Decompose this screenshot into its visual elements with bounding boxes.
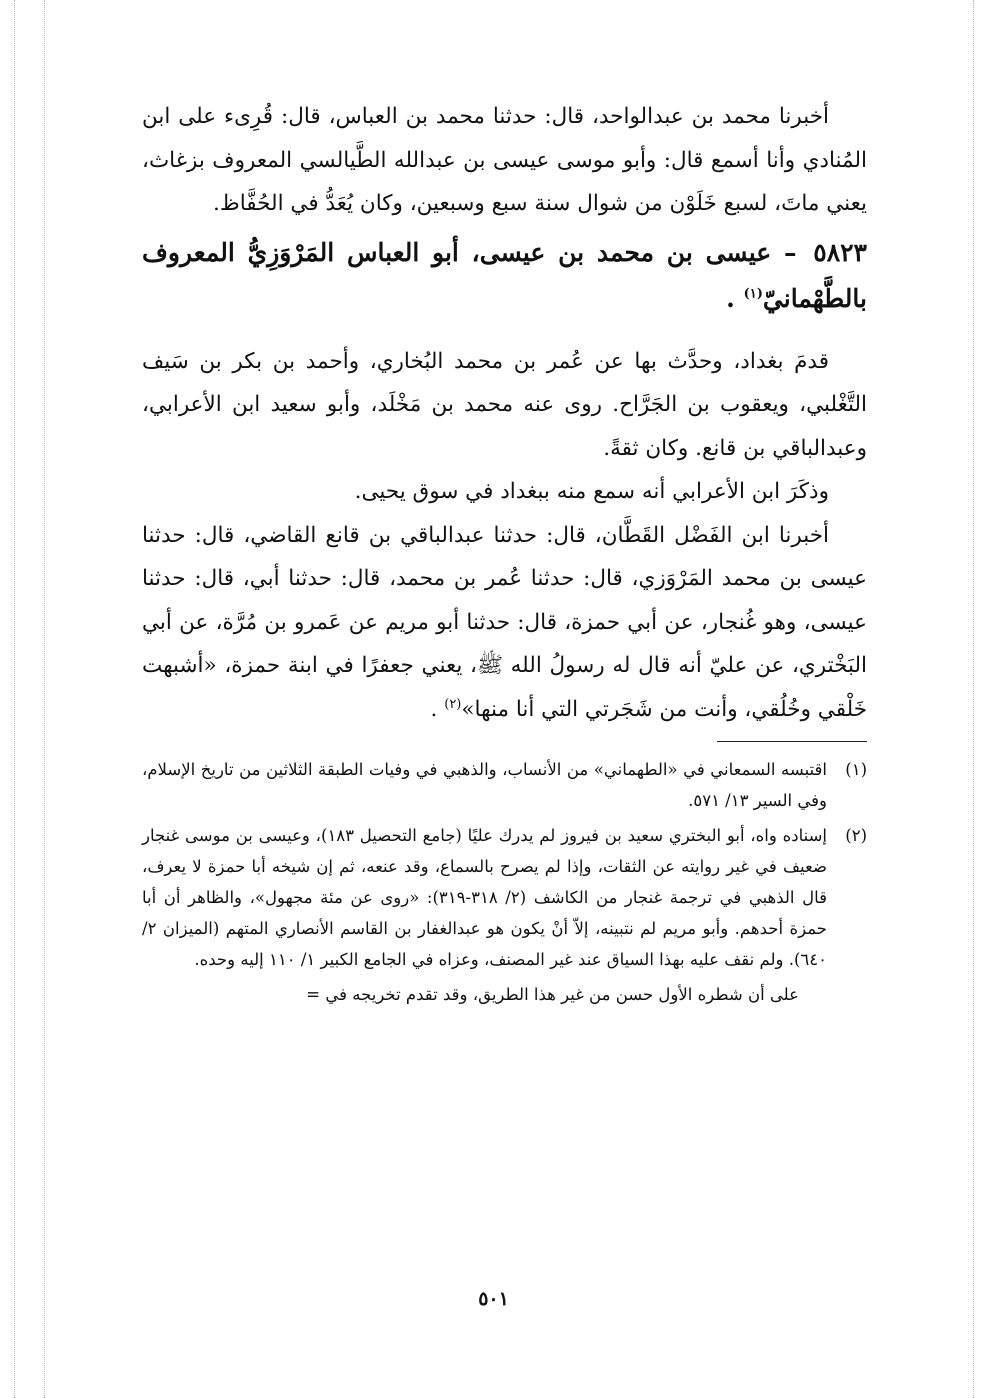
footnote-ref-1[interactable]: (١) [743,286,763,302]
footnote-mark-2: (٢) [845,826,867,845]
entry-dash: – [783,237,797,267]
entry-title-end: . [726,283,735,313]
footnote-2-continuation: على أن شطره الأول حسن من غير هذا الطريق، وقد تقدم تخريجه في = [306,985,799,1004]
footnote-1 [142,754,867,816]
footnote-2 [142,820,867,975]
entry-paragraph-2: وذكَرَ ابن الأعرابي أنه سمع منه ببغداد في سوق يحيى. [354,479,829,504]
footnote-separator [717,741,867,742]
opening-paragraph: أخبرنا محمد بن عبدالواحد، قال: حدثنا محمد بن العباس، قال: قُرِىء على ابن المُنادي وأنا أسمع قال: وأبو موسى عيسى بن عبدالله الطَّيالسي المعروف بزغاث، يعني ماتَ، لسبع خَلَوْن من شوال سنة سبع وسبعين، وكان يُعَدُّ في الحُفَّاظ. [142,104,867,216]
scan-edge-left-dotted [14,0,15,1398]
footnotes [142,754,867,1010]
entry-heading [142,230,867,322]
scan-edge-left-dotted-inner [44,0,45,1398]
entry-paragraph-1: قدمَ بغداد، وحدَّث بها عن عُمر بن محمد البُخاري، وأحمد بن بكر بن سَيف التَّغْلبي، ويعقوب بن الجَرَّاح. روى عنه محمد بن مَخْلَد، وأبو سعيد ابن الأعرابي، وعبدالباقي بن قانع. وكان ثقةً. [142,348,867,461]
hadith-paragraph [142,514,867,732]
footnote-mark-1: (١) [845,760,867,779]
scan-edge-right-dotted [973,0,974,1398]
entry-number: ٥٨٢٣ [813,237,867,267]
hadith-text: أخبرنا ابن الفَضْل القَطَّان، قال: حدثنا عبدالباقي بن قانع القاضي، قال: حدثنا عيسى بن محمد المَرْوَزي، قال: حدثنا عُمر بن محمد، قال: حدثنا أبي، قال: حدثنا عيسى، وهو غُنجار، عن أبي حمزة، قال: حدثنا أبو مريم عن عَمرو بن مُرَّة، عن أبي البَخْتري، عن عليّ أنه قال له رسولُ الله ﷺ، يعني جعفرًا في ابنة حمزة، «أشبهت خَلْقي وخُلُقي، وأنت من شَجَرتي التي أنا منها» [142,522,867,722]
hadith-end: . [430,696,438,722]
footnote-text-1: اقتبسه السمعاني في «الطهماني» من الأنساب، والذهبي في وفيات الطبقة الثلاثين من تاريخ الإسلام، وفي السير ١٣/ ٥٧١. [142,760,827,810]
page-body [142,95,867,1010]
footnote-text-2: إسناده واه، أبو البختري سعيد بن فيروز لم يدرك عليًا (جامع التحصيل ١٨٣)، وعيسى بن موسى غنجار ضعيف في غير روايته عن الثقات، وإذا لم يصرح بالسماع، وقد عنعه، ثم إن شيخه أبا حمزة لا يعرف، قال الذهبي في ترجمة غنجار من الكاشف (٢/ ٣١٨-٣١٩): «روى عن مئة مجهول»، والظاهر أن أبا حمزة أحدهم. وأبو مريم لم نتبينه، إلاّ أنْ يكون هو عبدالغفار بن القاسم الأنصاري المتهم (الميزان ٢/ ٦٤٠). ولم نقف عليه بهذا السياق عند غير المصنف، وعزاه في الجامع الكبير ١/ ١١٠ إليه وحده. [142,826,827,969]
page-number: ٥٠١ [478,1288,509,1310]
entry-title: عيسى بن محمد بن عيسى، أبو العباس المَرْوَزِيُّ المعروف بالطَّهْمانيّ [142,237,867,313]
footnote-ref-2[interactable]: (٢) [444,696,462,712]
